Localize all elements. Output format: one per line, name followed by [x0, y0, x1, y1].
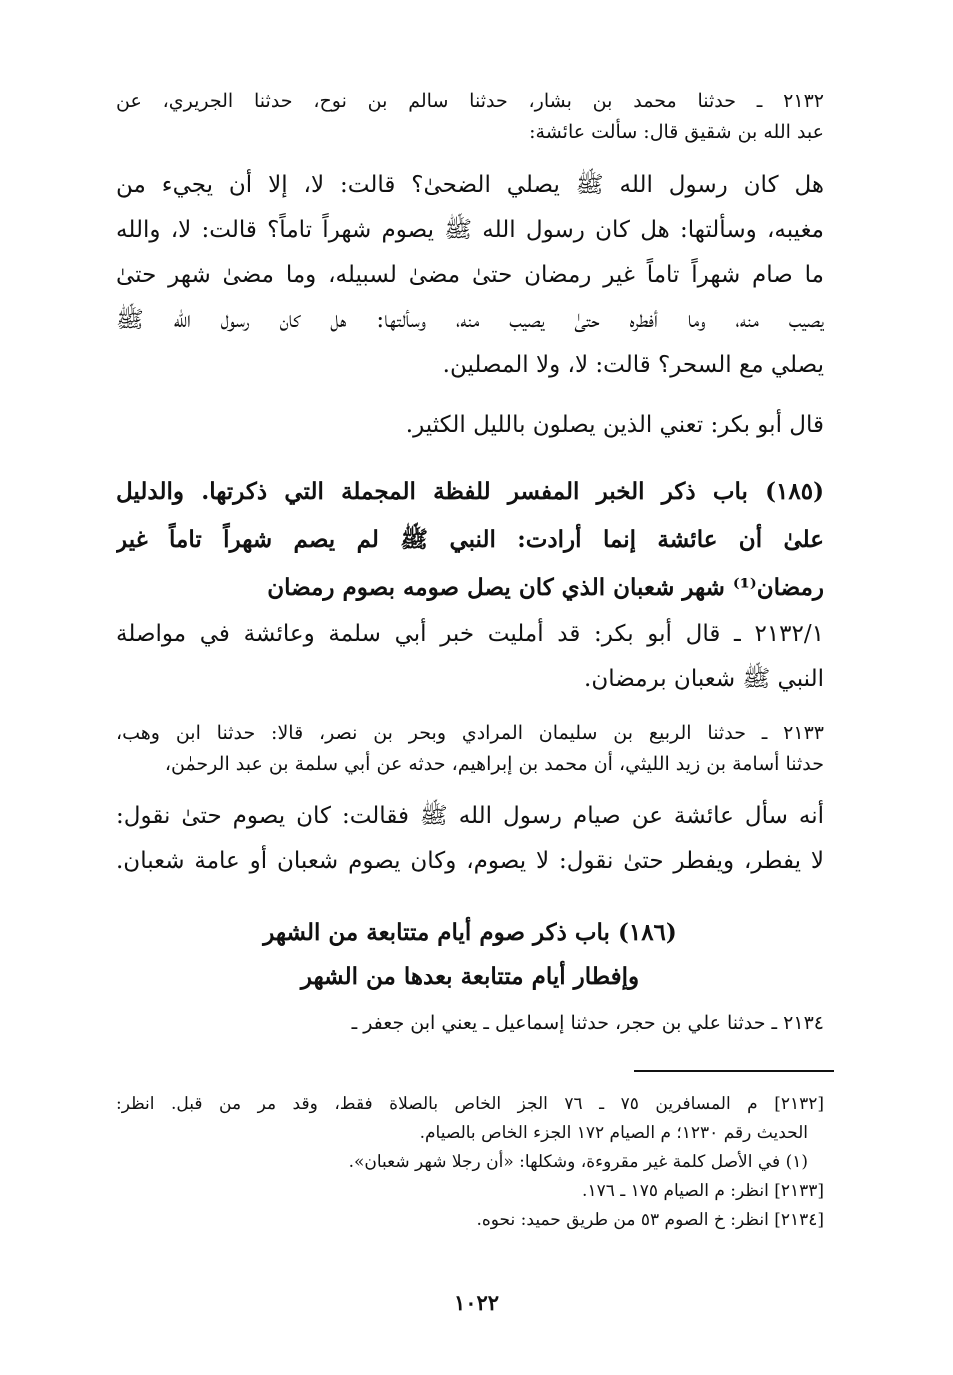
- hadith-2133-matn: [116, 794, 824, 884]
- hadith-2132-matn: [116, 163, 824, 388]
- heading-line: علىٰ أن عائشة إنما أرادت: النبي ﷺ لم يصم شهراً تاماً غير: [116, 526, 824, 553]
- chapter-185-heading: [116, 468, 824, 612]
- hadith-2134-isnad: [116, 1008, 824, 1039]
- text-line: هل كان رسول الله ﷺ يصلي الضحىٰ؟ قالت: لا، إلا أن يجيء من: [116, 172, 824, 198]
- text-line: ٢١٣٢ ـ حدثنا محمد بن بشار، حدثنا سالم بن نوح، حدثنا الجريري، عن: [116, 90, 824, 112]
- footnote-separator: [634, 1070, 834, 1072]
- text-line: ما صام شهراً تاماً غير رمضان حتىٰ مضىٰ لسبيله، وما مضىٰ شهر حتىٰ: [116, 262, 824, 288]
- heading-line: (١٨٥) باب ذكر الخبر المفسر للفظة المجملة التي ذكرتها. والدليل: [116, 478, 824, 505]
- text-line: مغيبه، وسألتها: هل كان رسول الله ﷺ يصوم شهراً تاماً؟ قالت: لا، والله: [116, 217, 824, 243]
- text-line: ٢١٣٣ ـ حدثنا الربيع بن سليمان المرادي وبحر بن نصر، قالا: حدثنا ابن وهب،: [116, 722, 824, 744]
- text-line: النبي ﷺ شعبان برمضان.: [584, 666, 824, 692]
- text-line: حدثنا أسامة بن زيد الليثي، أن محمد بن إبراهيم، حدثه عن أبي سلمة بن عبد الرحمٰن،: [164, 753, 824, 775]
- text-line: أنه سأل عائشة عن صيام رسول الله ﷺ فقالت: كان يصوم حتىٰ نقول:: [116, 803, 824, 829]
- heading-line: (١٨٦) باب ذكر صوم أيام متتابعة من الشهر: [263, 919, 677, 946]
- footnote-line: الحديث رقم ١٢٣٠؛ م الصيام ١٧٢ الجزء الخاص بالصيام.: [419, 1123, 808, 1143]
- footnotes: [116, 1090, 824, 1235]
- text-line: يصلي مع السحر؟ قالت: لا، ولا المصلين.: [442, 352, 824, 378]
- footnote-line: [٢١٣٣] انظر: م الصيام ١٧٥ ـ ١٧٦.: [582, 1181, 824, 1201]
- text-line: يصيب منه، وما أفطره حتىٰ يصيب منه، وسألتها: هل كان رسول الله ﷺ: [116, 307, 824, 333]
- text-line: ٢١٣٢/١ ـ قال أبو بكر: قد أمليت خبر أبي سلمة وعائشة في مواصلة: [116, 621, 824, 647]
- footnote-line: (١) في الأصل كلمة غير مقروءة، وشكلها: «أن رجلا شهر شعبان».: [348, 1152, 808, 1172]
- page-number: ١٠٢٢: [453, 1290, 500, 1315]
- footnote-line: [٢١٣٤] انظر: خ الصوم ٥٣ من طريق حميد: نحوه.: [476, 1210, 824, 1230]
- text-line: قال أبو بكر: تعني الذين يصلون بالليل الكثير.: [405, 412, 824, 438]
- chapter-185-text: [116, 612, 824, 702]
- heading-line: رمضان⁽¹⁾ شهر شعبان الذي كان يصل صومه بصوم رمضان: [267, 574, 824, 601]
- footnote-line: [٢١٣٢] م المسافرين ٧٥ ـ ٧٦ الجز الخاص بالصلاة فقط، وقد مر من قبل. انظر:: [116, 1094, 824, 1114]
- text-line: لا يفطر، ويفطر حتىٰ نقول: لا يصوم، وكان يصوم شعبان أو عامة شعبان.: [116, 848, 824, 874]
- text-line: عبد الله بن شقيق قال: سألت عائشة:: [529, 121, 824, 143]
- hadith-2132-isnad: [116, 86, 824, 148]
- hadith-2133-isnad: [116, 718, 824, 780]
- text-line: ٢١٣٤ ـ حدثنا علي بن حجر، حدثنا إسماعيل ـ يعني ابن جعفر ـ: [351, 1012, 824, 1034]
- heading-line: وإفطار أيام متتابعة بعدها من الشهر: [300, 963, 640, 990]
- chapter-186-heading: [116, 911, 824, 999]
- hadith-2132-comment: [116, 403, 824, 448]
